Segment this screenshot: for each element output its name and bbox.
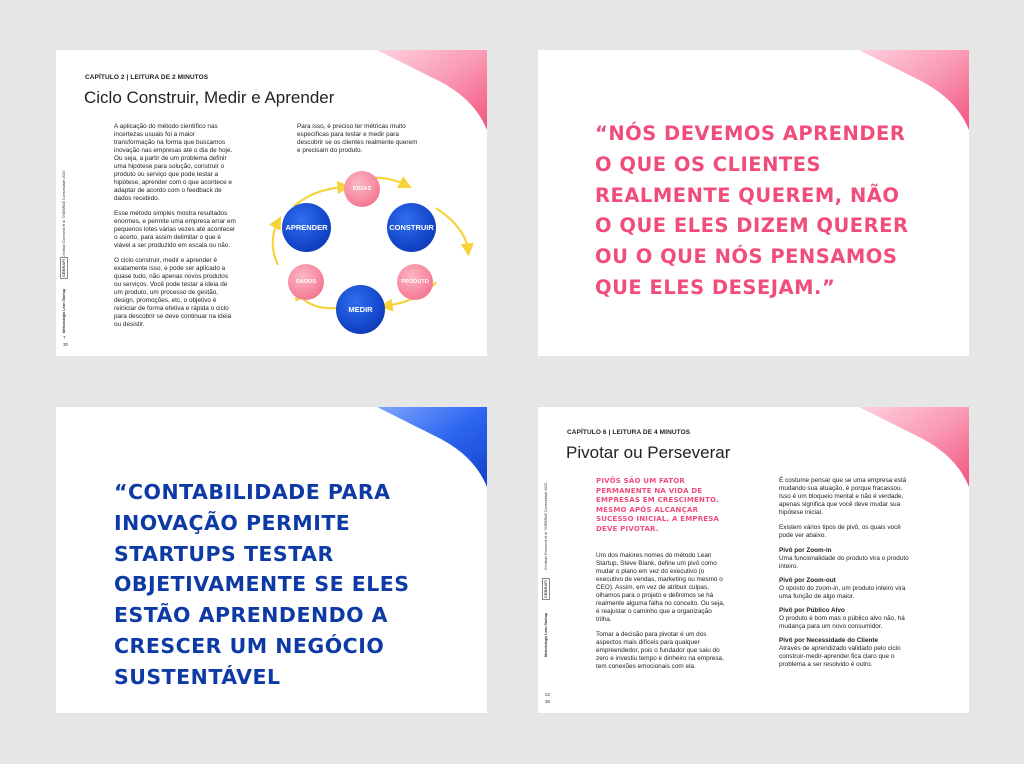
side-book-title: Metodologia Lean Startup: [544, 612, 548, 657]
pivot-type: [779, 637, 914, 669]
page-number-total: 30: [63, 342, 69, 347]
publisher-logo: CEBRAFI: [61, 259, 66, 277]
highlight-line: SUCESSO INICIAL, A EMPRESA: [596, 515, 720, 523]
cycle-node-construir: CONSTRUIR: [387, 203, 436, 252]
quote-line: STARTUPS TESTAR: [114, 541, 334, 566]
pivot-text: Através de aprendizado validado pelo ciclo construir-medir-aprender fica claro que o problema a ser resolvido é outro.: [779, 645, 901, 668]
paragraph: Existem vários tipos de pivô, os quais você pode ver abaixo.: [779, 524, 901, 539]
pivot-text: Uma funcionalidade do produto vira o produto inteiro.: [779, 555, 909, 570]
quote-line: INOVAÇÃO PERMITE: [114, 510, 351, 535]
paragraph: Um dos maiores nomes do método Lean Startup, Steve Blank, define um pivô como mudar o plano em vez do executivo (o executivo de vendas, marketing ou mesmo o CEO). Assim, em vez de atribuir culpas, olhamos para o projeto e definimos se há realmente alguma falha no conceito. Ou seja, é reajustar o caminho que a organização trilha.: [596, 552, 725, 623]
page-title: Ciclo Construir, Medir e Aprender: [84, 88, 335, 107]
page-number-current: 7: [63, 335, 66, 340]
highlight-line: DEVE PIVOTAR.: [596, 524, 659, 533]
pivot-type: [779, 577, 914, 601]
pivot-title: Pivô por Necessidade do Cliente: [779, 637, 879, 644]
pull-quote: [114, 477, 444, 693]
pivot-text: O oposto do zoom-in, um produto inteiro vira uma função de algo maior.: [779, 585, 906, 600]
paragraph: Esse método simples mostra resultados enormes, e permite uma empresa errar em pequenos lotes várias vezes até acontecer o acerto, para assim delimitar o que é viável a ser produzido em escala ou não.: [114, 210, 236, 249]
pivot-title: Pivô por Zoom-out: [779, 577, 836, 584]
quote-line: “CONTABILIDADE PARA: [114, 480, 391, 504]
paragraph: O ciclo construir, medir e aprender é exatamente isso, e pode ser aplicado a quase tudo, não apenas novos produtos ou serviços. Você pode testar a ideia de um produto, um processo de gestão, design, promoções, etc, o objetivo é reiniciar de forma efetiva e rápida o ciclo para descobrir se deve continuar na ideia ou desistir.: [114, 257, 232, 328]
pivot-type: [779, 607, 914, 631]
pull-quote: [595, 119, 940, 304]
quote-line: REALMENTE QUEREM, NÃO: [595, 183, 900, 207]
page-ciclo-construir: [56, 50, 487, 356]
highlight-line: MESMO APÓS ALCANÇAR: [596, 505, 699, 514]
page-title: Pivotar ou Perseverar: [566, 443, 731, 462]
blue-corner-decoration: [377, 407, 487, 487]
quote-line: OBJETIVAMENTE SE ELES: [114, 572, 410, 597]
pivot-type: [779, 547, 914, 571]
cycle-arrows: [56, 50, 487, 356]
quote-line: “NÓS DEVEMOS APRENDER: [595, 122, 906, 145]
page-quote-blue: [56, 407, 487, 713]
highlight-line: EMPRESAS EM CRESCIMENTO.: [596, 496, 719, 504]
pivot-title: Pivô por Zoom-in: [779, 547, 832, 554]
chapter-label: CAPÍTULO 6 | LEITURA DE 4 MINUTOS: [567, 429, 691, 436]
highlight-line: PIVÔS SÃO UM FATOR: [596, 477, 685, 485]
publisher-logo: CEBRAFI: [543, 580, 548, 598]
body-column-1: [596, 552, 726, 678]
chapter-label: CAPÍTULO 2 | LEITURA DE 2 MINUTOS: [85, 74, 209, 81]
cycle-node-ideias: IDEIAS: [344, 171, 380, 207]
quote-line: ESTÃO APRENDENDO A: [114, 603, 389, 628]
side-credit: Christian Dormond et al. ©SEBRAE Comunidade 2020: [62, 170, 66, 258]
quote-line: SUSTENTÁVEL: [114, 664, 281, 689]
page-quote-pink: [538, 50, 969, 356]
paragraph: A aplicação do método científico nas incertezas usuais foi a maior transformação na forma que buscamos inovação nas empresas até o dia de hoje. Ou seja, a partir de um problema definir uma hipótese para solução, construir o produto ou serviço que pode testar a hipótese, aprender com o que acontece e adaptar de acordo com o feedback de dados recebido.: [114, 123, 233, 202]
page-pivotar: [538, 407, 969, 713]
cycle-node-aprender: APRENDER: [282, 203, 331, 252]
highlight-line: PERMANENTE NA VIDA DE: [596, 486, 703, 495]
cycle-node-dados: DADOS: [288, 264, 324, 300]
paragraph: Tomar a decisão para pivotar é um dos aspectos mais difíceis para qualquer empreendedor, pois o fundador que saiu do zero e investiu tempo e dinheiro na empresa, tem conexões emocionais com ela.: [596, 631, 724, 670]
pink-corner-decoration: [859, 407, 969, 487]
pink-corner-decoration: [859, 50, 969, 130]
pivot-title: Pivô por Público Alvo: [779, 607, 845, 614]
quote-line: QUE ELES DESEJAM.”: [595, 275, 836, 299]
paragraph: É costume pensar que se uma empresa está mudando sua atuação, é porque fracassou. Isso é um bloqueio mental e não é verdade, apenas significa que você deve mudar sua hipótese inicial.: [779, 477, 907, 516]
quote-line: O QUE ELES DIZEM QUERER: [595, 214, 909, 238]
pivot-text: O produto é bom mas o público alvo não, há mudança para um novo consumidor.: [779, 615, 905, 630]
quote-line: OU O QUE NÓS PENSAMOS: [595, 245, 898, 269]
quote-line: CRESCER UM NEGÓCIO: [114, 633, 385, 658]
quote-line: O QUE OS CLIENTES: [595, 152, 822, 176]
side-book-title: Metodologia Lean Startup: [62, 288, 66, 333]
paragraph: Para isso, é preciso ter métricas muito específicas para testar e medir para descobrir se os clientes realmente querem e precisam do produto.: [297, 123, 418, 154]
cycle-node-medir: MEDIR: [336, 285, 385, 334]
body-column-2: [779, 477, 914, 675]
cycle-node-produto: PRODUTO: [397, 264, 433, 300]
page-number-total: 30: [545, 699, 551, 704]
page-number: [545, 691, 550, 705]
highlight-statement: [596, 477, 736, 534]
side-credit: Christian Dormond et al. ©SEBRAE Comunidade 2020: [544, 482, 548, 570]
build-measure-learn-cycle: [56, 50, 487, 356]
page-number-current: 22: [545, 692, 551, 697]
